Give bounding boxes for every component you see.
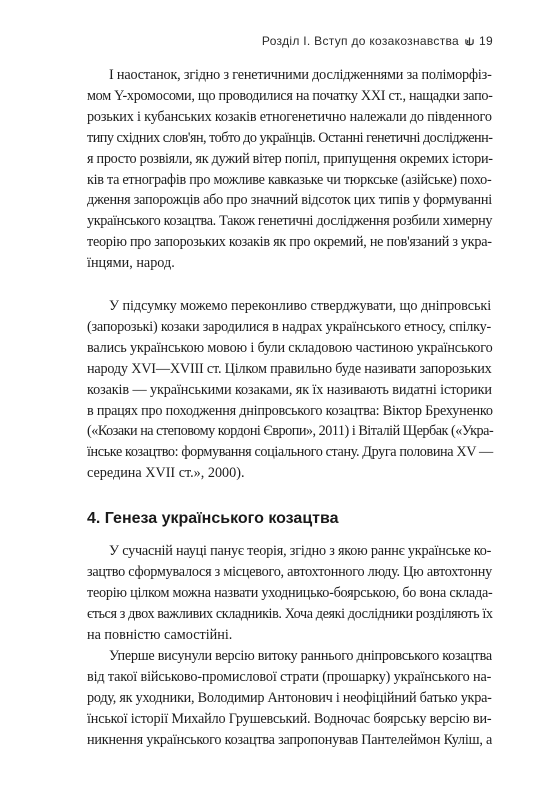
text-line: У підсумку можемо переконливо стверджувати, що дніпровські [109, 298, 492, 314]
section-heading: 4. Генеза українського козацтва [87, 510, 339, 527]
text-line: теорію цілком можна назвати уходницько-боярською, бо вона склада- [87, 584, 493, 601]
paragraph-versions [87, 646, 491, 751]
paragraph-summary [87, 296, 494, 484]
text-line: українського козацтва. Також генетичні дослідження розбили химерну [87, 213, 493, 230]
text-line: типу східних слов'ян, тобто до українців. Останні генетичні дослідженн- [87, 129, 493, 146]
text-line: я просто розвіяли, як дужий вітер попіл, припущення окремих істори- [87, 150, 493, 167]
text-line: козаків — українськими козаками, як їх називають видатні історики [87, 381, 492, 398]
page-number: 19 [479, 34, 493, 48]
paragraph-theory [87, 541, 491, 646]
text-line: ється з двох важливих складників. Хоча деякі дослідники розділяють їх [87, 605, 493, 622]
running-header [262, 34, 493, 48]
text-line: від такої військово-промислової страти (прошарку) українського на- [87, 668, 492, 685]
text-line: роду, як уходники, Володимир Антонович і неофіційний батько укра- [87, 689, 492, 706]
text-line: мом Y-хромосоми, що проводилися на початку XXI ст., нащадки запо- [87, 87, 493, 104]
text-line: середина XVII ст.», 2000). [87, 465, 245, 482]
text-line: дження запорожців або про значний відсоток цих типів у формуванні [87, 192, 492, 209]
text-line: їнцями, народ. [87, 255, 175, 272]
text-line: їнське козацтво: формування соціального стану. Друга половина XV — [87, 444, 493, 461]
paragraph-genetics [87, 65, 491, 274]
text-line: розьких і кубанських козаків етногенетично належали до південного [87, 108, 492, 125]
text-line: народу XVI—XVIII ст. Цілком правильно буде називати запорозьких [87, 360, 492, 377]
text-line: вались українською мовою і були складовою частиною українського [87, 339, 493, 356]
text-line: никнення українського козацтва запропонував Пантелеймон Куліш, а [87, 731, 493, 748]
text-line: (запорозькі) козаки зародилися в надрах українського етносу, спілку- [87, 318, 491, 335]
text-line: («Козаки на степовому кордоні Європи», 2011) і Віталій Щербак («Укра- [87, 423, 494, 440]
text-line: теорію про запорозьких козаків як про окремий, не пов'язаний з укра- [87, 234, 492, 251]
trident-icon [465, 37, 474, 46]
running-title: Розділ I. Вступ до козакознавства [261, 34, 460, 48]
text-line: У сучасній науці панує теорія, згідно з якою раннє українське ко- [109, 543, 492, 559]
text-line: І наостанок, згідно з генетичними дослідженнями за поліморфіз- [109, 67, 492, 83]
text-line: Уперше висунули версію витоку раннього дніпровського козацтва [109, 648, 492, 664]
text-line: ків та етнографів про можливе кавказьке чи тюркське (азійське) похо- [87, 171, 492, 188]
text-line: їнської історії Михайло Грушевський. Водночас боярську версію ви- [87, 710, 492, 727]
text-line: зацтво сформувалося з місцевого, автохтонного люду. Цю автохтонну [87, 563, 492, 580]
text-line: на повністю самостійні. [87, 626, 233, 643]
text-line: в працях про походження дніпровського козацтва: Віктор Брехуненко [87, 402, 493, 419]
